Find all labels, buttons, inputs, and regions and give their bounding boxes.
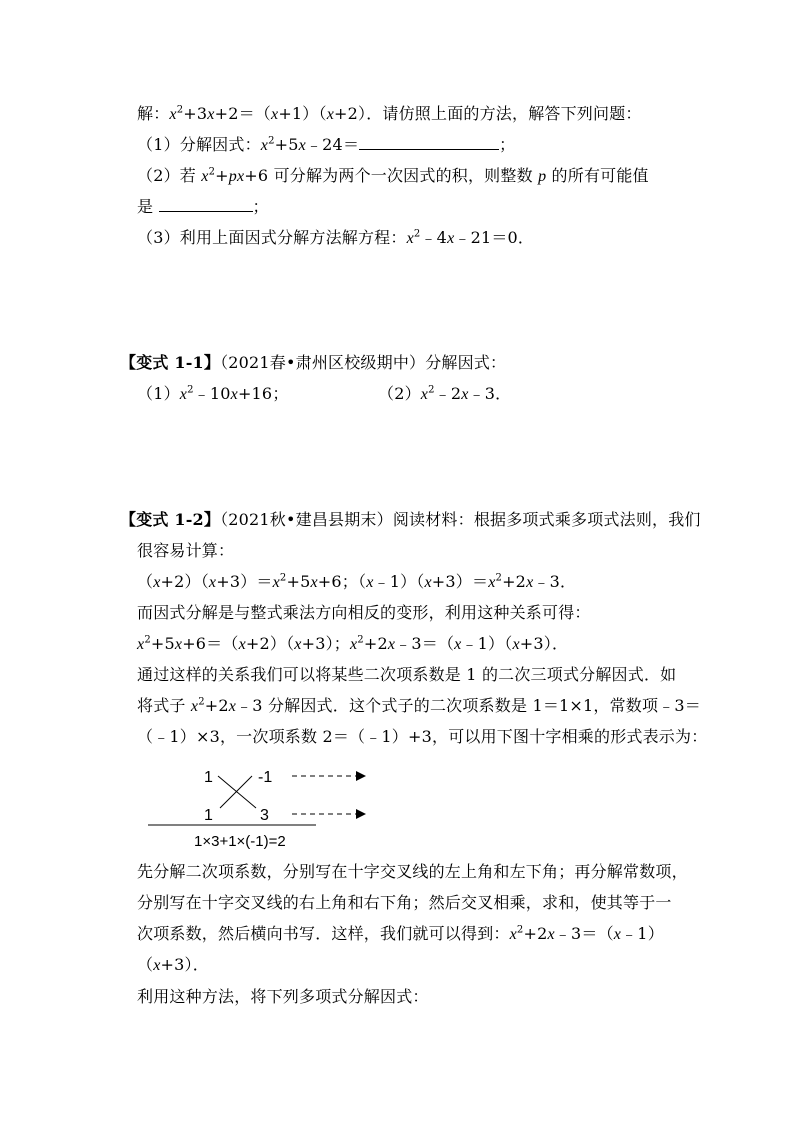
question-2-cont: 是 ； xyxy=(137,197,269,216)
cross-line-2 xyxy=(220,776,252,808)
variant-1-1-item-1: $(1)x^2﹣10x+16$； xyxy=(137,384,289,403)
arrow-head-top xyxy=(356,771,366,781)
variant-1-2-line-8: （﹣1）×3，一次项系数 2＝（﹣1）+3，可以用下图十字相乘的形式表示为： xyxy=(137,727,708,746)
variant-1-2-line-13: 利用这种方法，将下列多项式分解因式： xyxy=(137,987,429,1006)
diagram-bottom-left: 1 xyxy=(204,807,213,824)
variant-1-2-line-2: 很容易计算： xyxy=(137,541,235,560)
variant-1-2-line-10: 分别写在十字交叉线的右上角和右下角；然后交叉相乘，求和，使其等于一 xyxy=(137,893,672,912)
variant-1-2-line-7: 将式子 $x^2+2x﹣3$ 分解因式．这个式子的二次项系数是 1＝1×1，常数项﹣3＝ xyxy=(137,696,701,715)
variant-1-2-line-12: （x+3）． xyxy=(137,955,209,974)
diagram-top-right: -1 xyxy=(258,769,273,786)
variant-1-2-line-11: 次项系数，然后横向书写．这样，我们就可以得到：$x^2+2x﹣3=(x﹣1)$ xyxy=(137,924,664,943)
question-1: （1）分解因式：$x^2+5x﹣24=$ ； xyxy=(137,135,516,154)
variant-1-2-line-9: 先分解二次项系数，分别写在十字交叉线的左上角和左下角；再分解常数项， xyxy=(137,862,688,881)
variant-1-2-line-3: $(x+2)(x+3)=x^2+5x+6$；$(x﹣1)(x+3)=x^2+2x﹣3$． xyxy=(137,572,577,591)
variant-1-1-heading: 【变式 1-1】（2021春•肃州区校级期中）分解因式： xyxy=(120,353,507,372)
arrow-head-bottom xyxy=(356,809,366,819)
diagram-top-left: 1 xyxy=(204,769,213,786)
diagram-bottom-right: 3 xyxy=(260,807,269,824)
question-2: （2）若 $x^2+px+6$ 可分解为两个一次因式的积，则整数 p 的所有可能值 xyxy=(137,166,649,185)
cross-line-1 xyxy=(218,776,256,808)
variant-1-2-line-6: 通过这样的关系我们可以将某些二次项系数是 1 的二次三项式分解因式．如 xyxy=(137,665,677,684)
question-3: （3）利用上面因式分解方法解方程：$x^2﹣4x﹣21=0$． xyxy=(137,228,535,247)
diagram-sum: 1×3+1×(-1)=2 xyxy=(194,833,286,850)
variant-1-2-line-4: 而因式分解是与整式乘法方向相反的变形，利用这种关系可得： xyxy=(137,603,591,622)
variant-1-2-heading: 【变式 1-2】（2021秋•建昌县期末）阅读材料：根据多项式乘多项式法则，我们 xyxy=(120,510,701,529)
variant-1-2-line-5: $x^2+5x+6=(x+2)(x+3)$；$x^2+2x﹣3=(x﹣1)(x+3)$． xyxy=(137,634,569,653)
solution-line: 解：$x^2+3x+2=(x+1)(x+2)$．请仿照上面的方法，解答下列问题： xyxy=(137,104,642,123)
variant-1-1-item-2: $(2)x^2﹣2x﹣3$． xyxy=(378,384,512,403)
